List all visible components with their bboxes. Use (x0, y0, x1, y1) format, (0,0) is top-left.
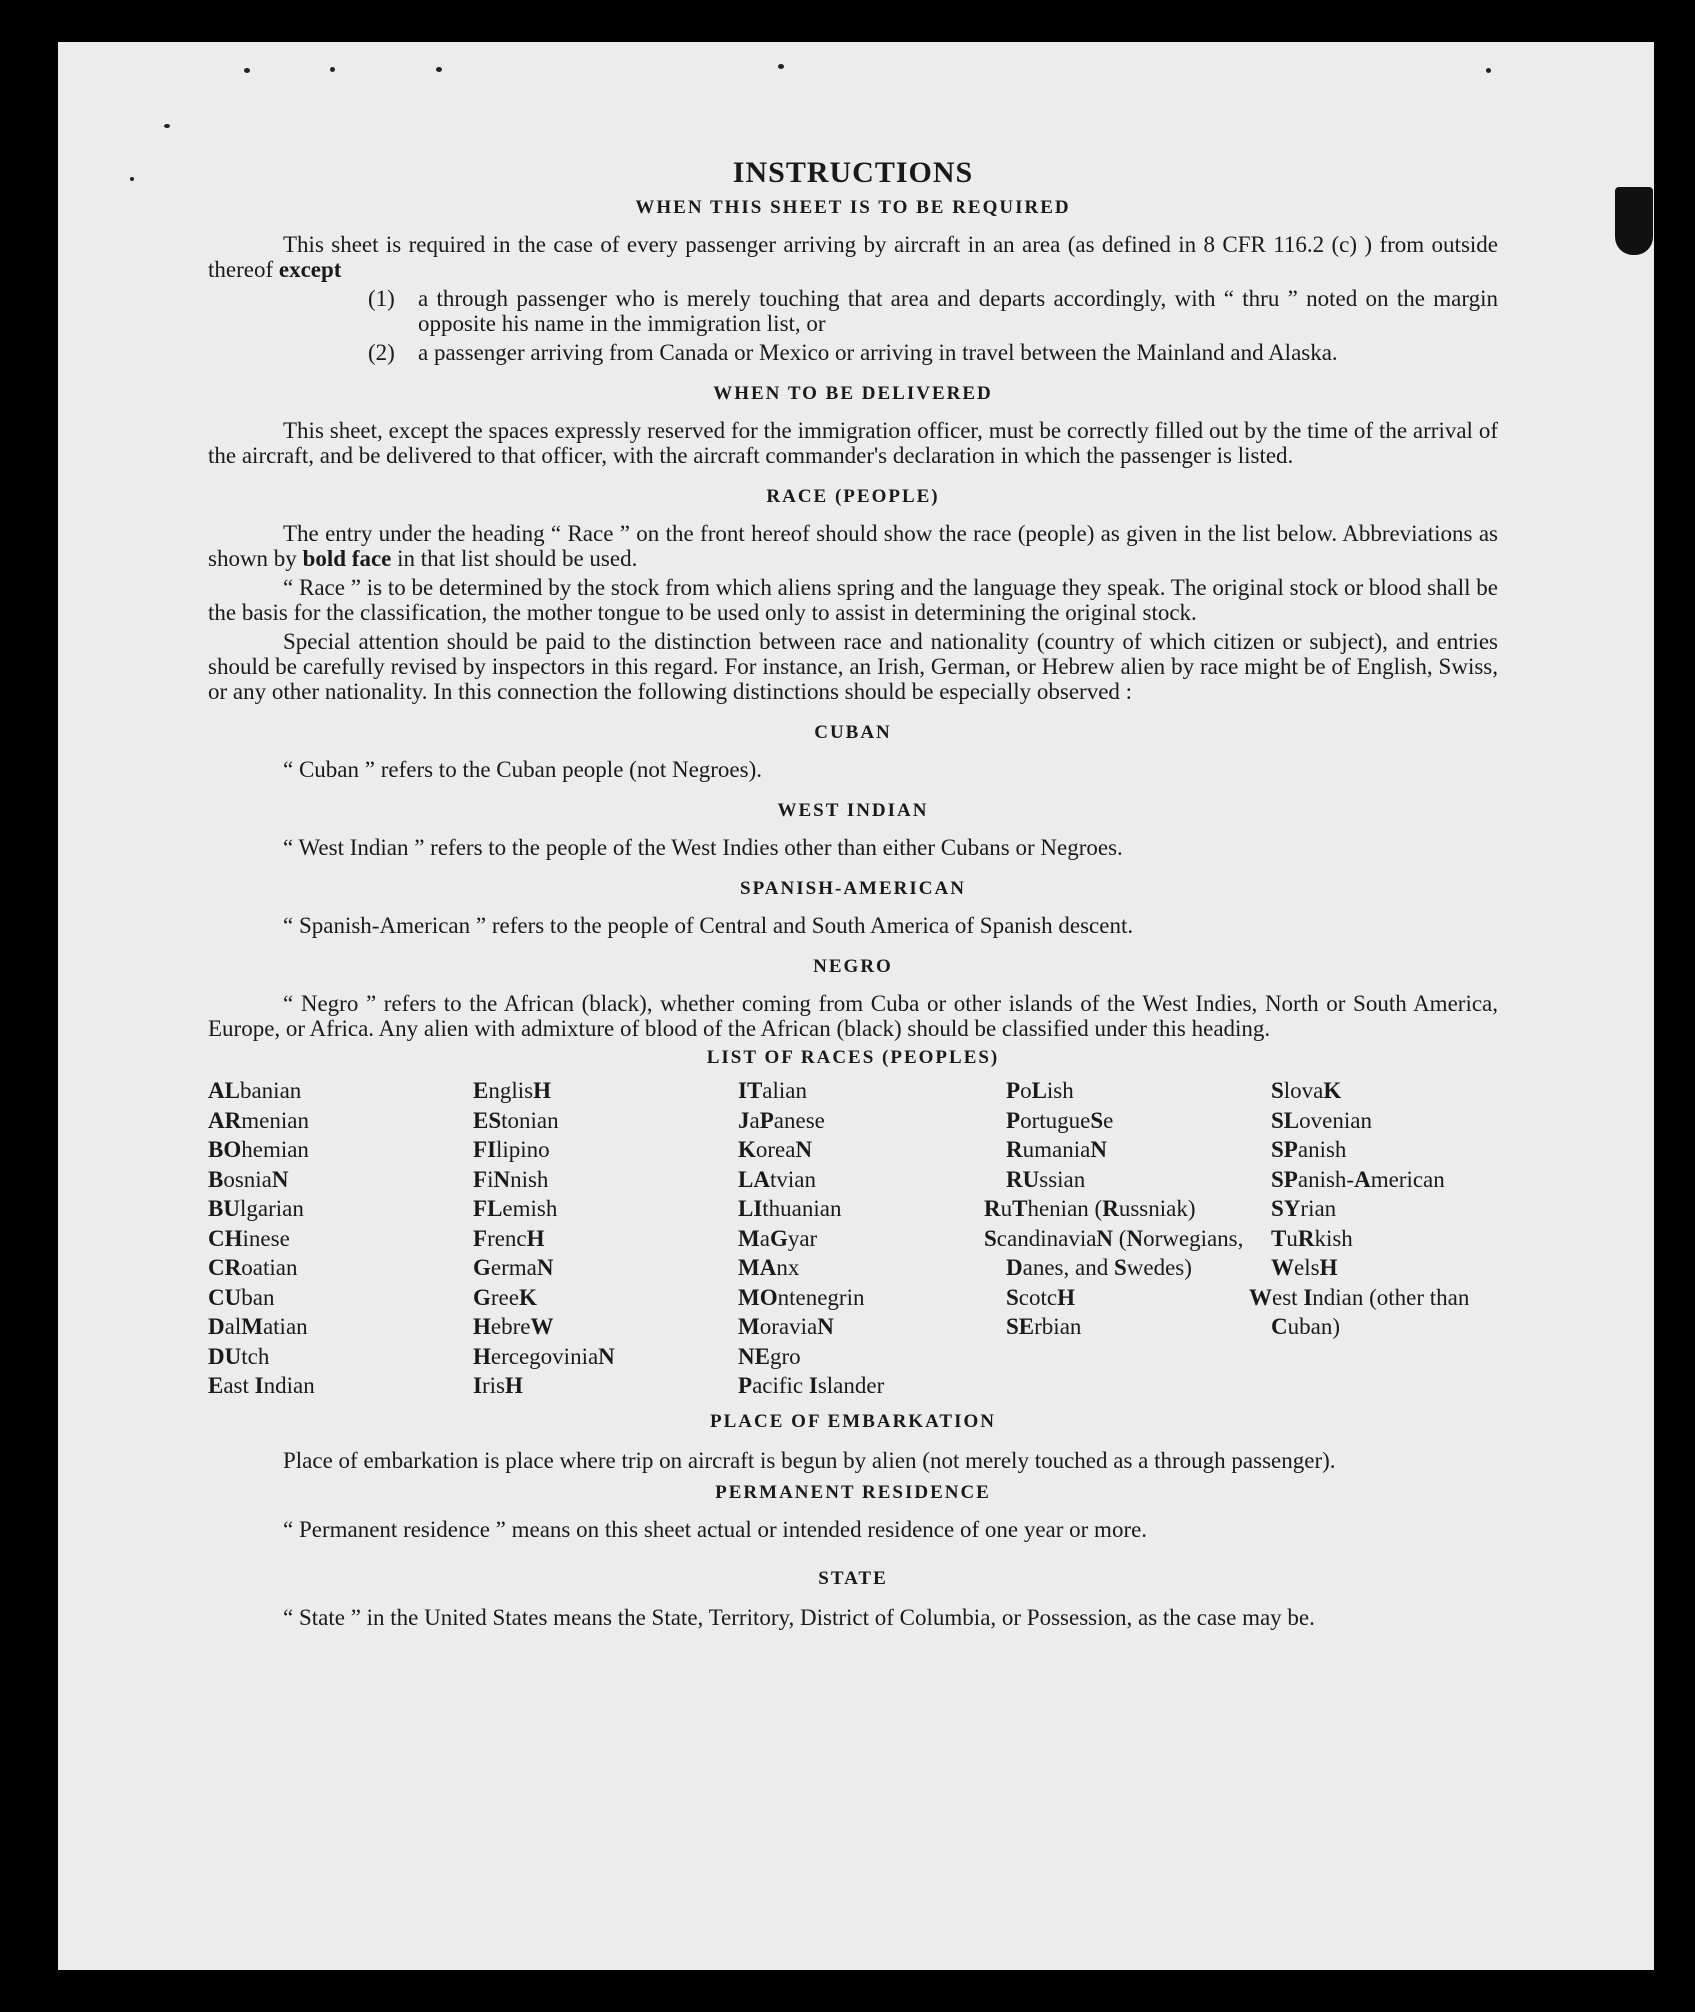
spanish-american-definition: “ Spanish-American ” refers to the people of Central and South America of Spanish descent. (283, 913, 1134, 938)
section-heading-races-list: LIST OF RACES (PEOPLES) (706, 1047, 1000, 1068)
exception-item (368, 286, 1498, 336)
item-number: (2) (368, 340, 395, 365)
state-definition: “ State ” in the United States means the State, Territory, District of Columbia, or Possession, as the case may be. (283, 1604, 1315, 1630)
item-text: a through passenger who is merely touching that area and departs accordingly, with “ thru ” noted on the margin opposite his name in the immigration list, or (418, 286, 1498, 336)
race-entry: SYrian (1271, 1196, 1337, 1221)
race-entry: IrisH (473, 1373, 523, 1398)
race-entry: BosniaN (208, 1166, 289, 1192)
race-entry: CHinese (208, 1225, 290, 1251)
exception-item (368, 340, 1498, 365)
item-text: a passenger arriving from Canada or Mexico or arriving in travel between the Mainland and Alaska. (418, 340, 1338, 365)
race-entry: FrencH (473, 1225, 545, 1251)
race-entry: HebreW (473, 1314, 554, 1339)
speck-mark (244, 68, 250, 73)
race-entry: EStonian (473, 1107, 559, 1133)
race-entry: BUlgarian (208, 1196, 304, 1221)
race-entry: GreeK (473, 1284, 537, 1310)
race-entry: ARmenian (208, 1107, 309, 1133)
section-heading-required: WHEN THIS SHEET IS TO BE REQUIRED (635, 197, 1071, 218)
race-entry: CRoatian (208, 1255, 298, 1280)
race-entry: West Indian (other than Cuban) (1249, 1284, 1470, 1339)
race-entry: KoreaN (738, 1137, 813, 1162)
race-entry: PoLish (1006, 1078, 1074, 1103)
races-column (208, 1076, 473, 1401)
section-heading-negro: NEGRO (813, 956, 893, 977)
race-entry: ALbanian (208, 1078, 302, 1103)
race-entry: MOntenegrin (738, 1284, 865, 1310)
race-entry: Pacific Islander (738, 1373, 885, 1398)
race-entry: SPanish (1271, 1137, 1347, 1162)
race-entry: JaPanese (738, 1107, 825, 1133)
required-paragraph: This sheet is required in the case of every passenger arriving by aircraft in an area (as defined in 8 CFR 116.2 (c) ) from outside thereof except (208, 232, 1498, 282)
section-heading-spanish-american: SPANISH-AMERICAN (740, 878, 966, 899)
race-entry: LAtvian (738, 1166, 816, 1192)
race-paragraph-3: Special attention should be paid to the distinction between race and nationality (country of which citizen or subject), and entries should be carefully revised by inspectors in this regard. For instance, an Irish, German, or Hebrew alien by race might be of English, Swiss, or any other nationality. In this connection the following distinctions should be especially observed : (208, 629, 1498, 704)
race-entry: FLemish (473, 1196, 558, 1221)
section-heading-cuban: CUBAN (814, 722, 892, 743)
speck-mark (1486, 68, 1491, 73)
except-word: except (278, 257, 342, 282)
races-column (738, 1076, 1006, 1401)
races-column (1249, 1076, 1498, 1401)
race-entry: HercegoviniaN (473, 1343, 615, 1369)
race-entry: ITalian (738, 1078, 807, 1103)
negro-definition: “ Negro ” refers to the African (black), whether coming from Cuba or other islands of the West Indies, North or South America, Europe, or Africa. Any alien with admixture of blood of the African (black) should be classified under this heading. (208, 991, 1498, 1041)
race-entry: PortugueSe (1006, 1107, 1114, 1133)
document-page (58, 42, 1654, 1970)
race-entry: NEgro (738, 1343, 801, 1369)
section-heading-embarkation: PLACE OF EMBARKATION (710, 1410, 996, 1432)
race-entry: RuThenian (Russniak) (984, 1196, 1196, 1221)
item-number: (1) (368, 286, 395, 311)
races-column (984, 1076, 1271, 1401)
races-list (208, 1076, 1498, 1401)
section-heading-west-indian: WEST INDIAN (777, 800, 929, 821)
race-entry: EnglisH (473, 1078, 551, 1103)
race-entry: DalMatian (208, 1314, 308, 1339)
races-column (473, 1076, 738, 1401)
residence-definition: “ Permanent residence ” means on this sheet actual or intended residence of one year or more. (283, 1516, 1148, 1542)
speck-mark (164, 124, 170, 128)
race-entry: ScotcH (1006, 1284, 1075, 1310)
race-entry: ScandinaviaN (Norwegians, Danes, and Swedes) (984, 1225, 1244, 1280)
race-entry: RUssian (1006, 1166, 1086, 1192)
race-entry: SLovenian (1271, 1107, 1372, 1133)
speck-mark (330, 67, 335, 72)
race-entry: FIlipino (473, 1137, 550, 1162)
speck-mark (436, 67, 442, 72)
race-entry: SErbian (1006, 1314, 1082, 1339)
race-entry: MaGyar (738, 1225, 818, 1251)
race-entry: East Indian (208, 1373, 315, 1398)
speck-mark (130, 177, 134, 181)
binder-tab-mark (1615, 187, 1653, 255)
race-paragraph-1: The entry under the heading “ Race ” on the front hereof should show the race (people) as given in the list below. Abbreviations as shown by bold face in that list should be used. (208, 521, 1498, 571)
instructions-body (208, 156, 1498, 1637)
race-entry: SlovaK (1271, 1078, 1342, 1103)
race-entry: BOhemian (208, 1137, 309, 1162)
embarkation-definition: Place of embarkation is place where trip on aircraft is begun by alien (not merely touched as a through passenger). (283, 1447, 1336, 1473)
west-indian-definition: “ West Indian ” refers to the people of the West Indies other than either Cubans or Negroes. (283, 835, 1123, 860)
section-heading-state: STATE (818, 1567, 888, 1589)
speck-mark (778, 64, 784, 69)
delivered-paragraph: This sheet, except the spaces expressly reserved for the immigration officer, must be correctly filled out by the time of the arrival of the aircraft, and be delivered to that officer, with the aircraft commander's declaration in which the passenger is listed. (208, 418, 1498, 468)
race-entry: LIthuanian (738, 1196, 842, 1221)
race-entry: MoraviaN (738, 1314, 834, 1339)
race-entry: GermaN (473, 1255, 554, 1280)
cuban-definition: “ Cuban ” refers to the Cuban people (not Negroes). (283, 757, 763, 782)
race-entry: RumaniaN (1006, 1137, 1107, 1162)
race-paragraph-2: “ Race ” is to be determined by the stock from which aliens spring and the language they speak. The original stock or blood shall be the basis for the classification, the mother tongue to be used only to assist in determining the original stock. (208, 575, 1498, 625)
race-entry: MAnx (738, 1255, 800, 1280)
race-entry: TuRkish (1271, 1225, 1353, 1251)
race-entry: FiNnish (473, 1166, 549, 1192)
race-entry: SPanish-American (1271, 1166, 1445, 1192)
bold-face-term: bold face (302, 546, 392, 571)
section-heading-delivered: WHEN TO BE DELIVERED (713, 383, 993, 404)
race-entry: CUban (208, 1284, 275, 1310)
section-heading-race: RACE (PEOPLE) (766, 486, 940, 507)
section-heading-residence: PERMANENT RESIDENCE (715, 1481, 991, 1503)
race-entry: WelsH (1271, 1255, 1338, 1280)
page-title: INSTRUCTIONS (732, 156, 974, 189)
race-entry: DUtch (208, 1343, 270, 1369)
